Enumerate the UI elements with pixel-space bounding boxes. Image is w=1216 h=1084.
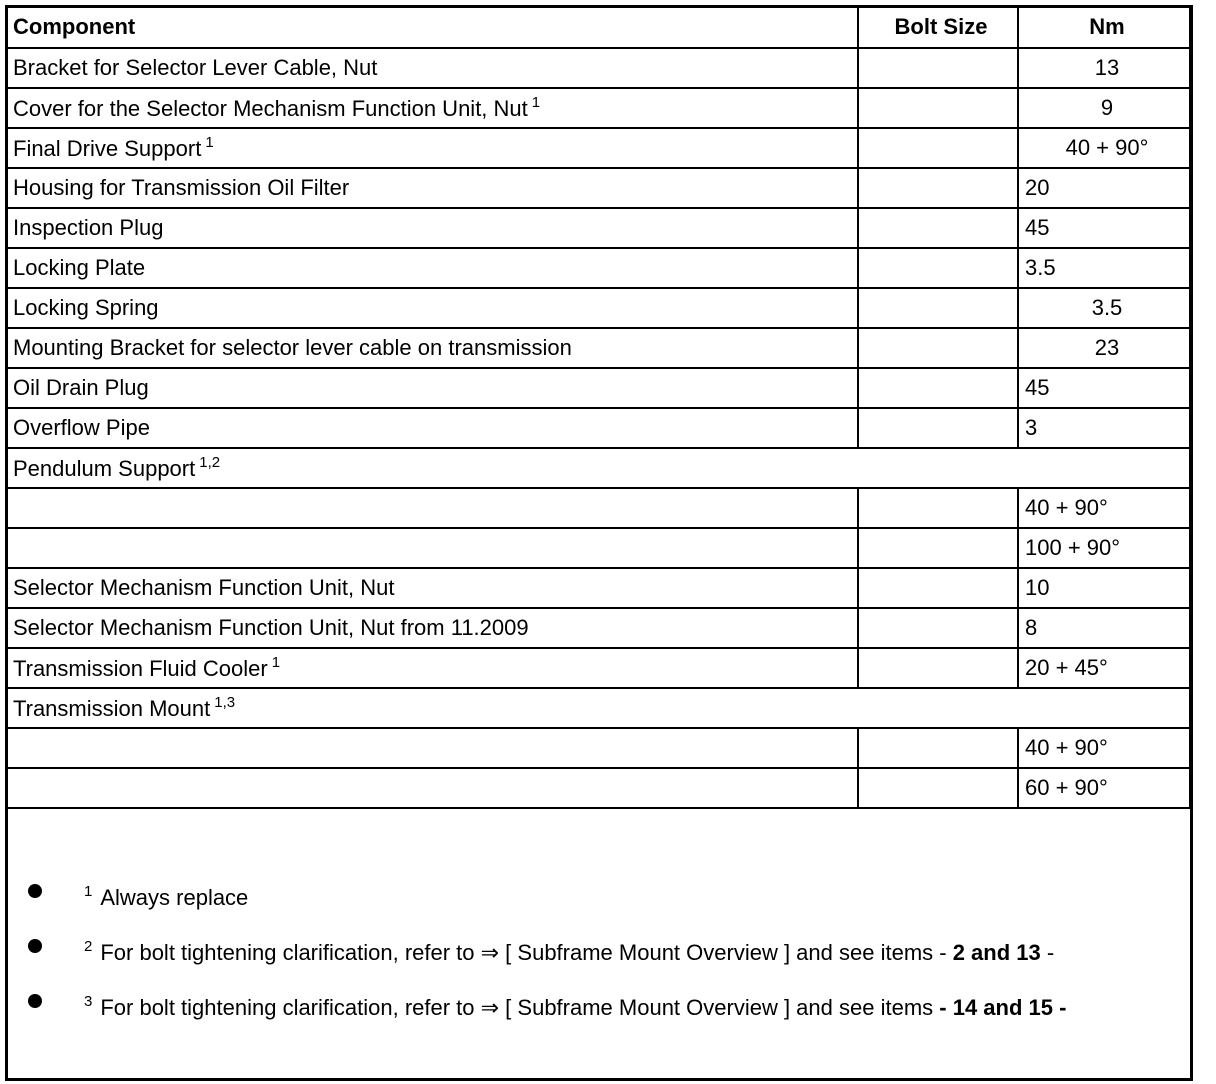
cell-component <box>6 488 858 528</box>
bullet-icon <box>28 939 42 953</box>
cell-component: Inspection Plug <box>6 208 858 248</box>
cell-component: Selector Mechanism Function Unit, Nut from 11.2009 <box>6 608 858 648</box>
cell-bolt-size <box>858 528 1018 568</box>
cell-bolt-size <box>858 88 1018 128</box>
table-row <box>6 128 1190 168</box>
footnote-item <box>28 925 1188 980</box>
cell-component: Locking Plate <box>6 248 858 288</box>
footnote-ref: 1,3 <box>214 694 236 711</box>
bullet-icon <box>28 994 42 1008</box>
cell-nm: 40 + 90° <box>1018 488 1190 528</box>
table-row <box>6 288 1190 328</box>
footnote-ref: 1 <box>205 134 214 151</box>
cell-nm: 10 <box>1018 568 1190 608</box>
cell-nm: 40 + 90° <box>1018 728 1190 768</box>
cell-bolt-size <box>858 608 1018 648</box>
cell-nm: 45 <box>1018 368 1190 408</box>
cell-bolt-size <box>858 288 1018 328</box>
cell-nm: 3.5 <box>1018 288 1190 328</box>
table-row <box>6 88 1190 128</box>
cell-component-group: Pendulum Support $^{1,2}$ <box>6 448 1190 488</box>
cell-nm: 3 <box>1018 408 1190 448</box>
cell-component <box>6 768 858 808</box>
table-header-row <box>6 6 1190 48</box>
cell-nm: 45 <box>1018 208 1190 248</box>
cell-component: Bracket for Selector Lever Cable, Nut <box>6 48 858 88</box>
cell-component <box>6 528 858 568</box>
cell-bolt-size <box>858 248 1018 288</box>
cell-bolt-size <box>858 648 1018 688</box>
cell-bolt-size <box>858 328 1018 368</box>
footnote-number: 3 <box>84 993 93 1010</box>
cell-nm: 23 <box>1018 328 1190 368</box>
table-row <box>6 728 1190 768</box>
table-row <box>6 368 1190 408</box>
header-component: Component <box>6 6 858 48</box>
header-nm: Nm <box>1018 6 1190 48</box>
table-row <box>6 328 1190 368</box>
cell-nm: 3.5 <box>1018 248 1190 288</box>
cell-component: Mounting Bracket for selector lever cable on transmission <box>6 328 858 368</box>
table-row <box>6 648 1190 688</box>
cell-bolt-size <box>858 48 1018 88</box>
cell-nm: 60 + 90° <box>1018 768 1190 808</box>
cell-bolt-size <box>858 408 1018 448</box>
cell-component: Oil Drain Plug <box>6 368 858 408</box>
table-row-group-heading <box>6 688 1190 728</box>
bullet-icon <box>28 884 42 898</box>
cell-nm: 8 <box>1018 608 1190 648</box>
table-row <box>6 608 1190 648</box>
cell-component: Transmission Fluid Cooler $^1$ <box>6 648 858 688</box>
table-row <box>6 768 1190 808</box>
footnote-items-bold: - 14 and 15 - <box>939 995 1067 1020</box>
footnote-number: 2 <box>84 938 93 955</box>
table-row <box>6 568 1190 608</box>
cell-component: Overflow Pipe <box>6 408 858 448</box>
cell-nm: 100 + 90° <box>1018 528 1190 568</box>
cell-component: Final Drive Support $^1$ <box>6 128 858 168</box>
cell-bolt-size <box>858 208 1018 248</box>
cell-nm: 20 <box>1018 168 1190 208</box>
cell-bolt-size <box>858 568 1018 608</box>
cell-bolt-size <box>858 368 1018 408</box>
table-row <box>6 528 1190 568</box>
cell-component: Cover for the Selector Mechanism Function Unit, Nut $^1$ <box>6 88 858 128</box>
table-row <box>6 408 1190 448</box>
cell-nm: 13 <box>1018 48 1190 88</box>
cell-component: Housing for Transmission Oil Filter <box>6 168 858 208</box>
footnote-text: Always replace <box>100 885 249 910</box>
cell-nm: 9 <box>1018 88 1190 128</box>
footnote-items-bold: 2 and 13 <box>952 940 1041 965</box>
header-bolt-size: Bolt Size <box>858 6 1018 48</box>
cell-component <box>6 728 858 768</box>
footnotes-list <box>28 870 1188 1035</box>
footnote-item <box>28 870 1188 925</box>
footnote-number: 1 <box>84 883 93 900</box>
footnote-tail: - <box>1040 940 1055 965</box>
cell-nm: 20 + 45° <box>1018 648 1190 688</box>
cell-bolt-size <box>858 488 1018 528</box>
table-row <box>6 168 1190 208</box>
cell-component-group: Transmission Mount $^{1,3}$ <box>6 688 1190 728</box>
cell-component: Locking Spring <box>6 288 858 328</box>
footnote-ref: 1,2 <box>199 454 221 471</box>
footnote-text[interactable]: For bolt tightening clarification, refer to ⇒ [ Subframe Mount Overview ] and see items - <box>100 940 953 965</box>
cell-bolt-size <box>858 168 1018 208</box>
table-row-group-heading <box>6 448 1190 488</box>
table-row <box>6 248 1190 288</box>
cell-bolt-size <box>858 768 1018 808</box>
footnote-text[interactable]: For bolt tightening clarification, refer to ⇒ [ Subframe Mount Overview ] and see items <box>100 995 940 1020</box>
table-row <box>6 488 1190 528</box>
footnote-ref: 1 <box>531 94 541 111</box>
table-row <box>6 208 1190 248</box>
cell-bolt-size <box>858 728 1018 768</box>
cell-nm: 40 + 90° <box>1018 128 1190 168</box>
cell-bolt-size <box>858 128 1018 168</box>
table-row <box>6 48 1190 88</box>
cell-component: Selector Mechanism Function Unit, Nut <box>6 568 858 608</box>
torque-spec-table <box>5 5 1191 809</box>
footnote-ref: 1 <box>271 654 281 671</box>
footnote-item <box>28 980 1188 1035</box>
